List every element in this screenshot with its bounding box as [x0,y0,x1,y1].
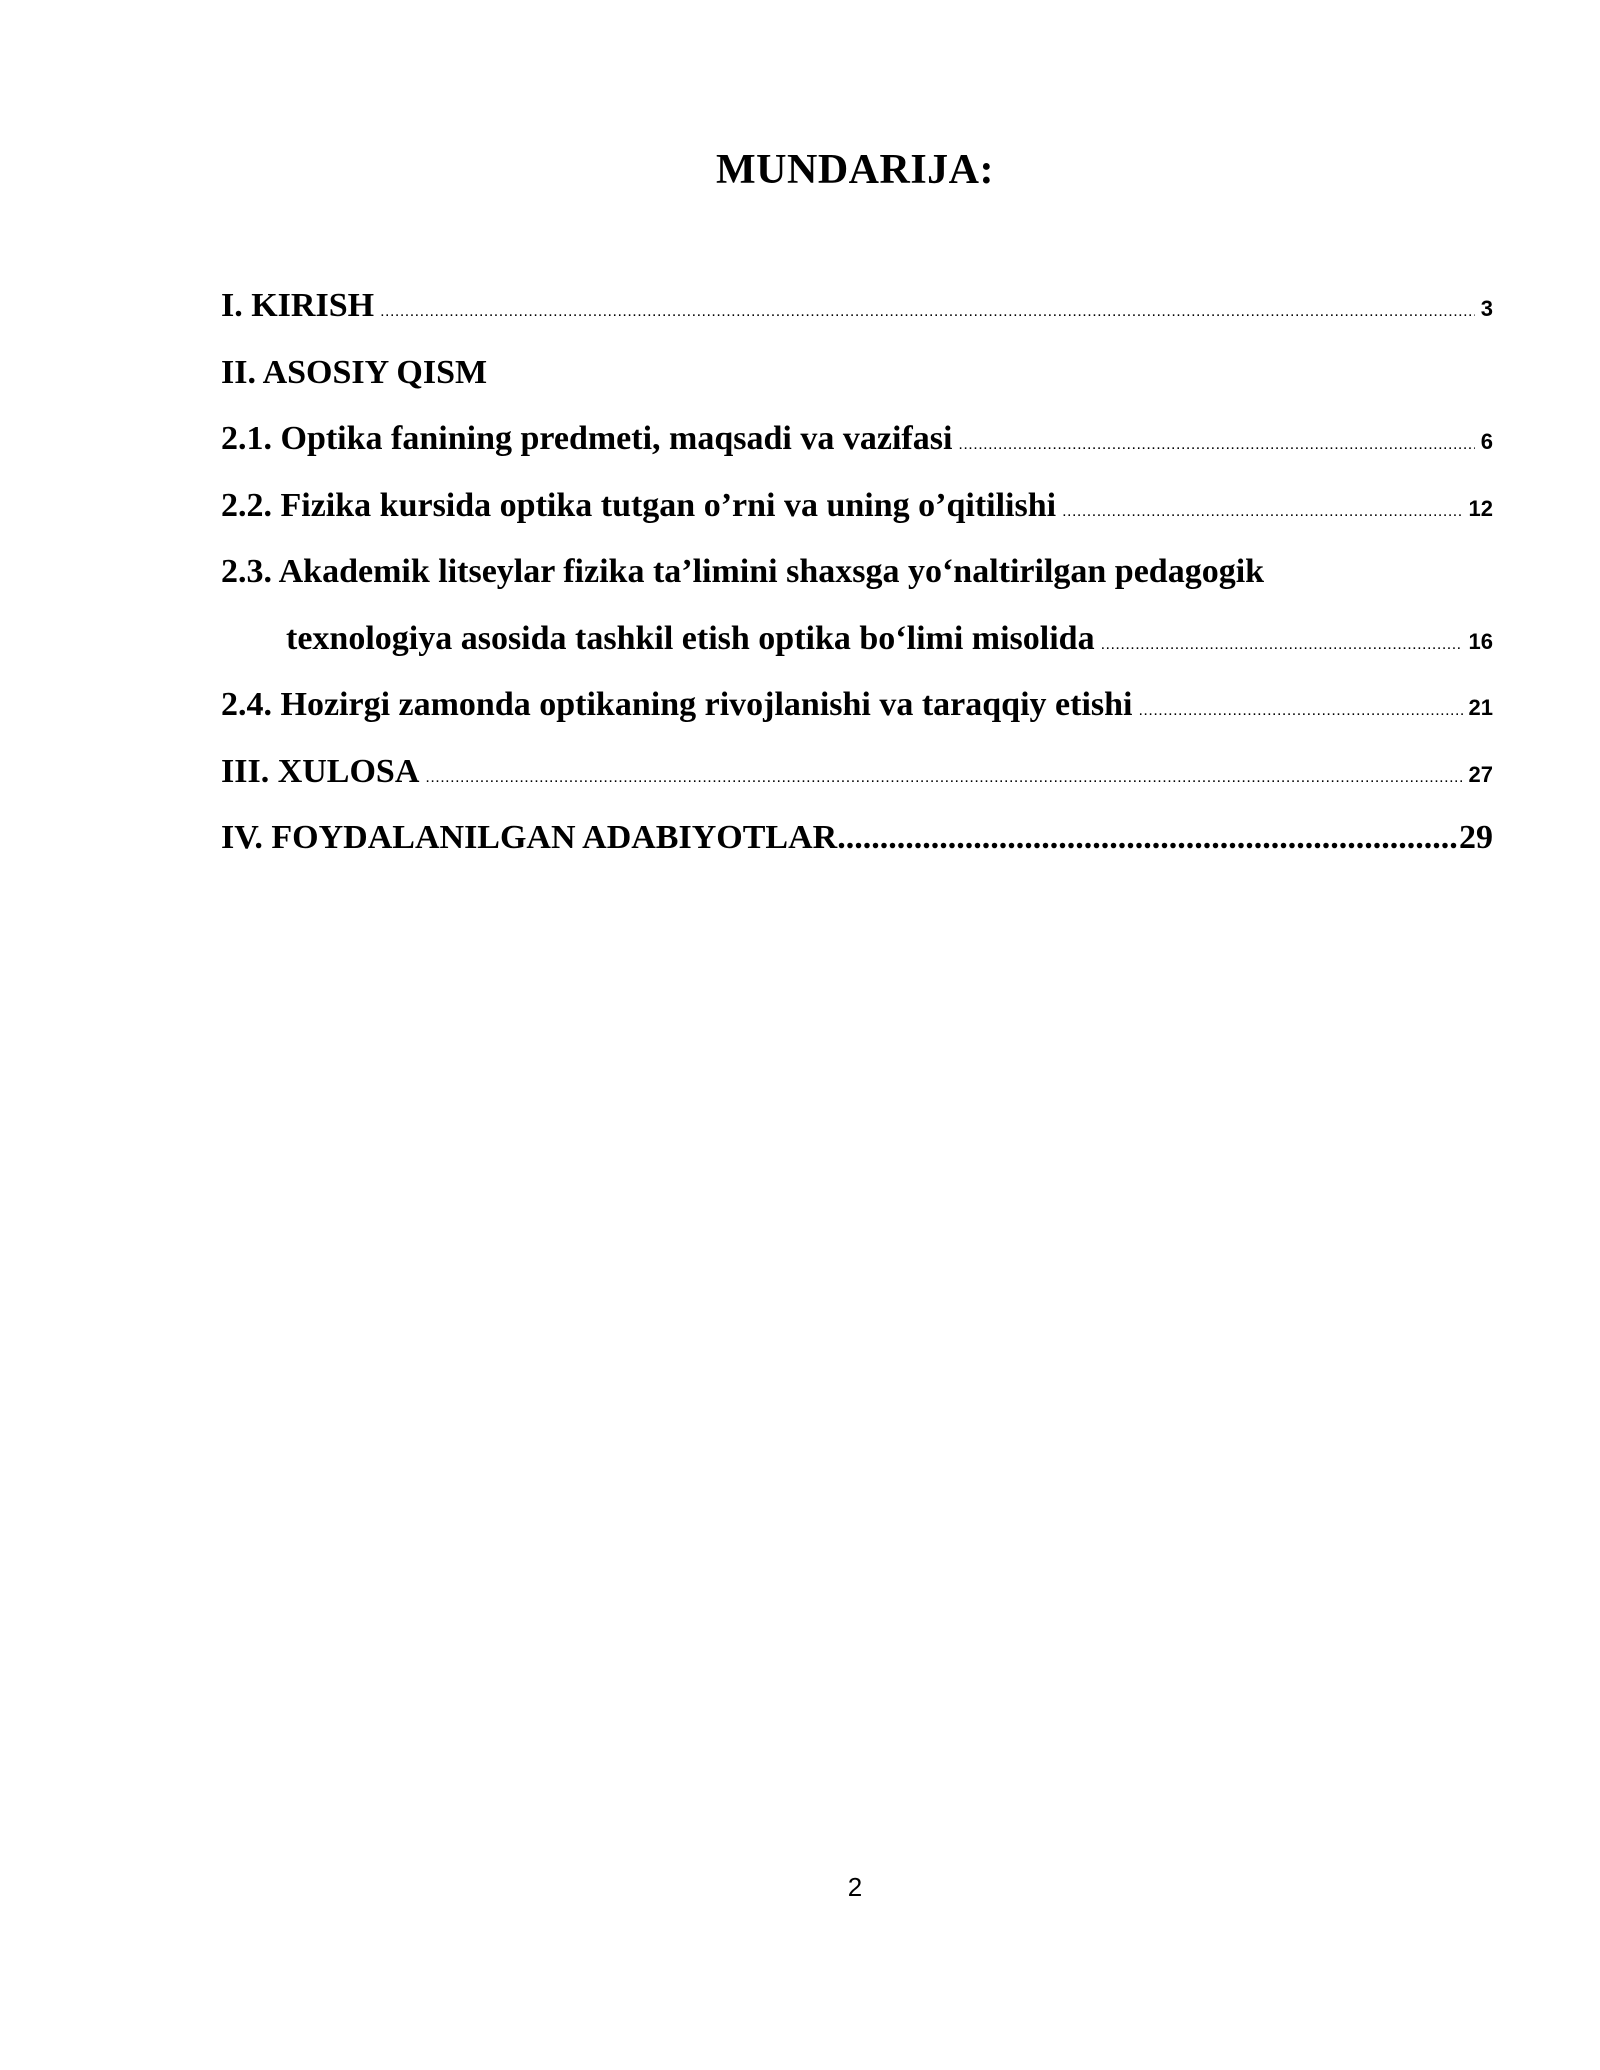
toc-entry-2-1[interactable] [221,406,1493,473]
toc-entry-text: II. ASOSIY QISM [221,353,488,391]
toc-entry-page: 16 [1468,628,1493,654]
toc-dot-leader [837,805,1459,872]
toc-dot-leader [380,279,1475,346]
toc-entry-text: 2.2. Fizika kursida optika tutgan o’rni va uning o’qitilishi [221,486,1057,524]
toc-entry-2-3[interactable] [221,539,1493,606]
toc-entry-page: 3 [1480,296,1493,321]
toc-dot-leader [1101,612,1463,679]
toc-entry-2-2[interactable] [221,473,1493,540]
toc-entry-text: IV. FOYDALANILGAN ADABIYOTLAR [221,819,838,856]
toc-entry-page: 6 [1480,429,1493,454]
toc-entry-2-3-continued[interactable] [221,606,1493,673]
toc-dot-leader [1138,678,1462,745]
page-number: 2 [847,1872,863,1902]
toc-entry-kirish[interactable] [221,273,1493,340]
toc-dot-leader [1062,479,1462,546]
toc-entry-adabiyotlar[interactable] [221,805,1493,872]
toc-entry-page: 27 [1468,761,1493,787]
toc-dot-leader [425,745,1462,812]
toc-entry-xulosa[interactable] [221,739,1493,806]
toc-entry-asosiy-qism[interactable] [221,340,1493,407]
toc-entry-text: 2.1. Optika fanining predmeti, maqsadi va vazifasi [221,420,953,457]
toc-title: MUNDARIJA: [716,147,994,193]
toc-entry-text: I. KIRISH [221,287,375,324]
toc-dot-leader [958,412,1474,479]
toc-entry-page: 21 [1468,695,1493,720]
toc-entry-text: III. XULOSA [221,752,420,790]
table-of-contents [221,273,1493,872]
toc-entry-text: 2.3. Akademik litseylar fizika ta’limini shaxsga yo‘naltirilgan pedagogik [221,553,1265,590]
toc-entry-page: 29 [1459,819,1493,856]
toc-entry-2-4[interactable] [221,672,1493,739]
toc-entry-text: texnologiya asosida tashkil etish optika bo‘limi misolida [286,619,1095,657]
toc-entry-page: 12 [1468,495,1493,521]
toc-entry-text: 2.4. Hozirgi zamonda optikaning rivojlanishi va taraqqiy etishi [221,686,1133,723]
